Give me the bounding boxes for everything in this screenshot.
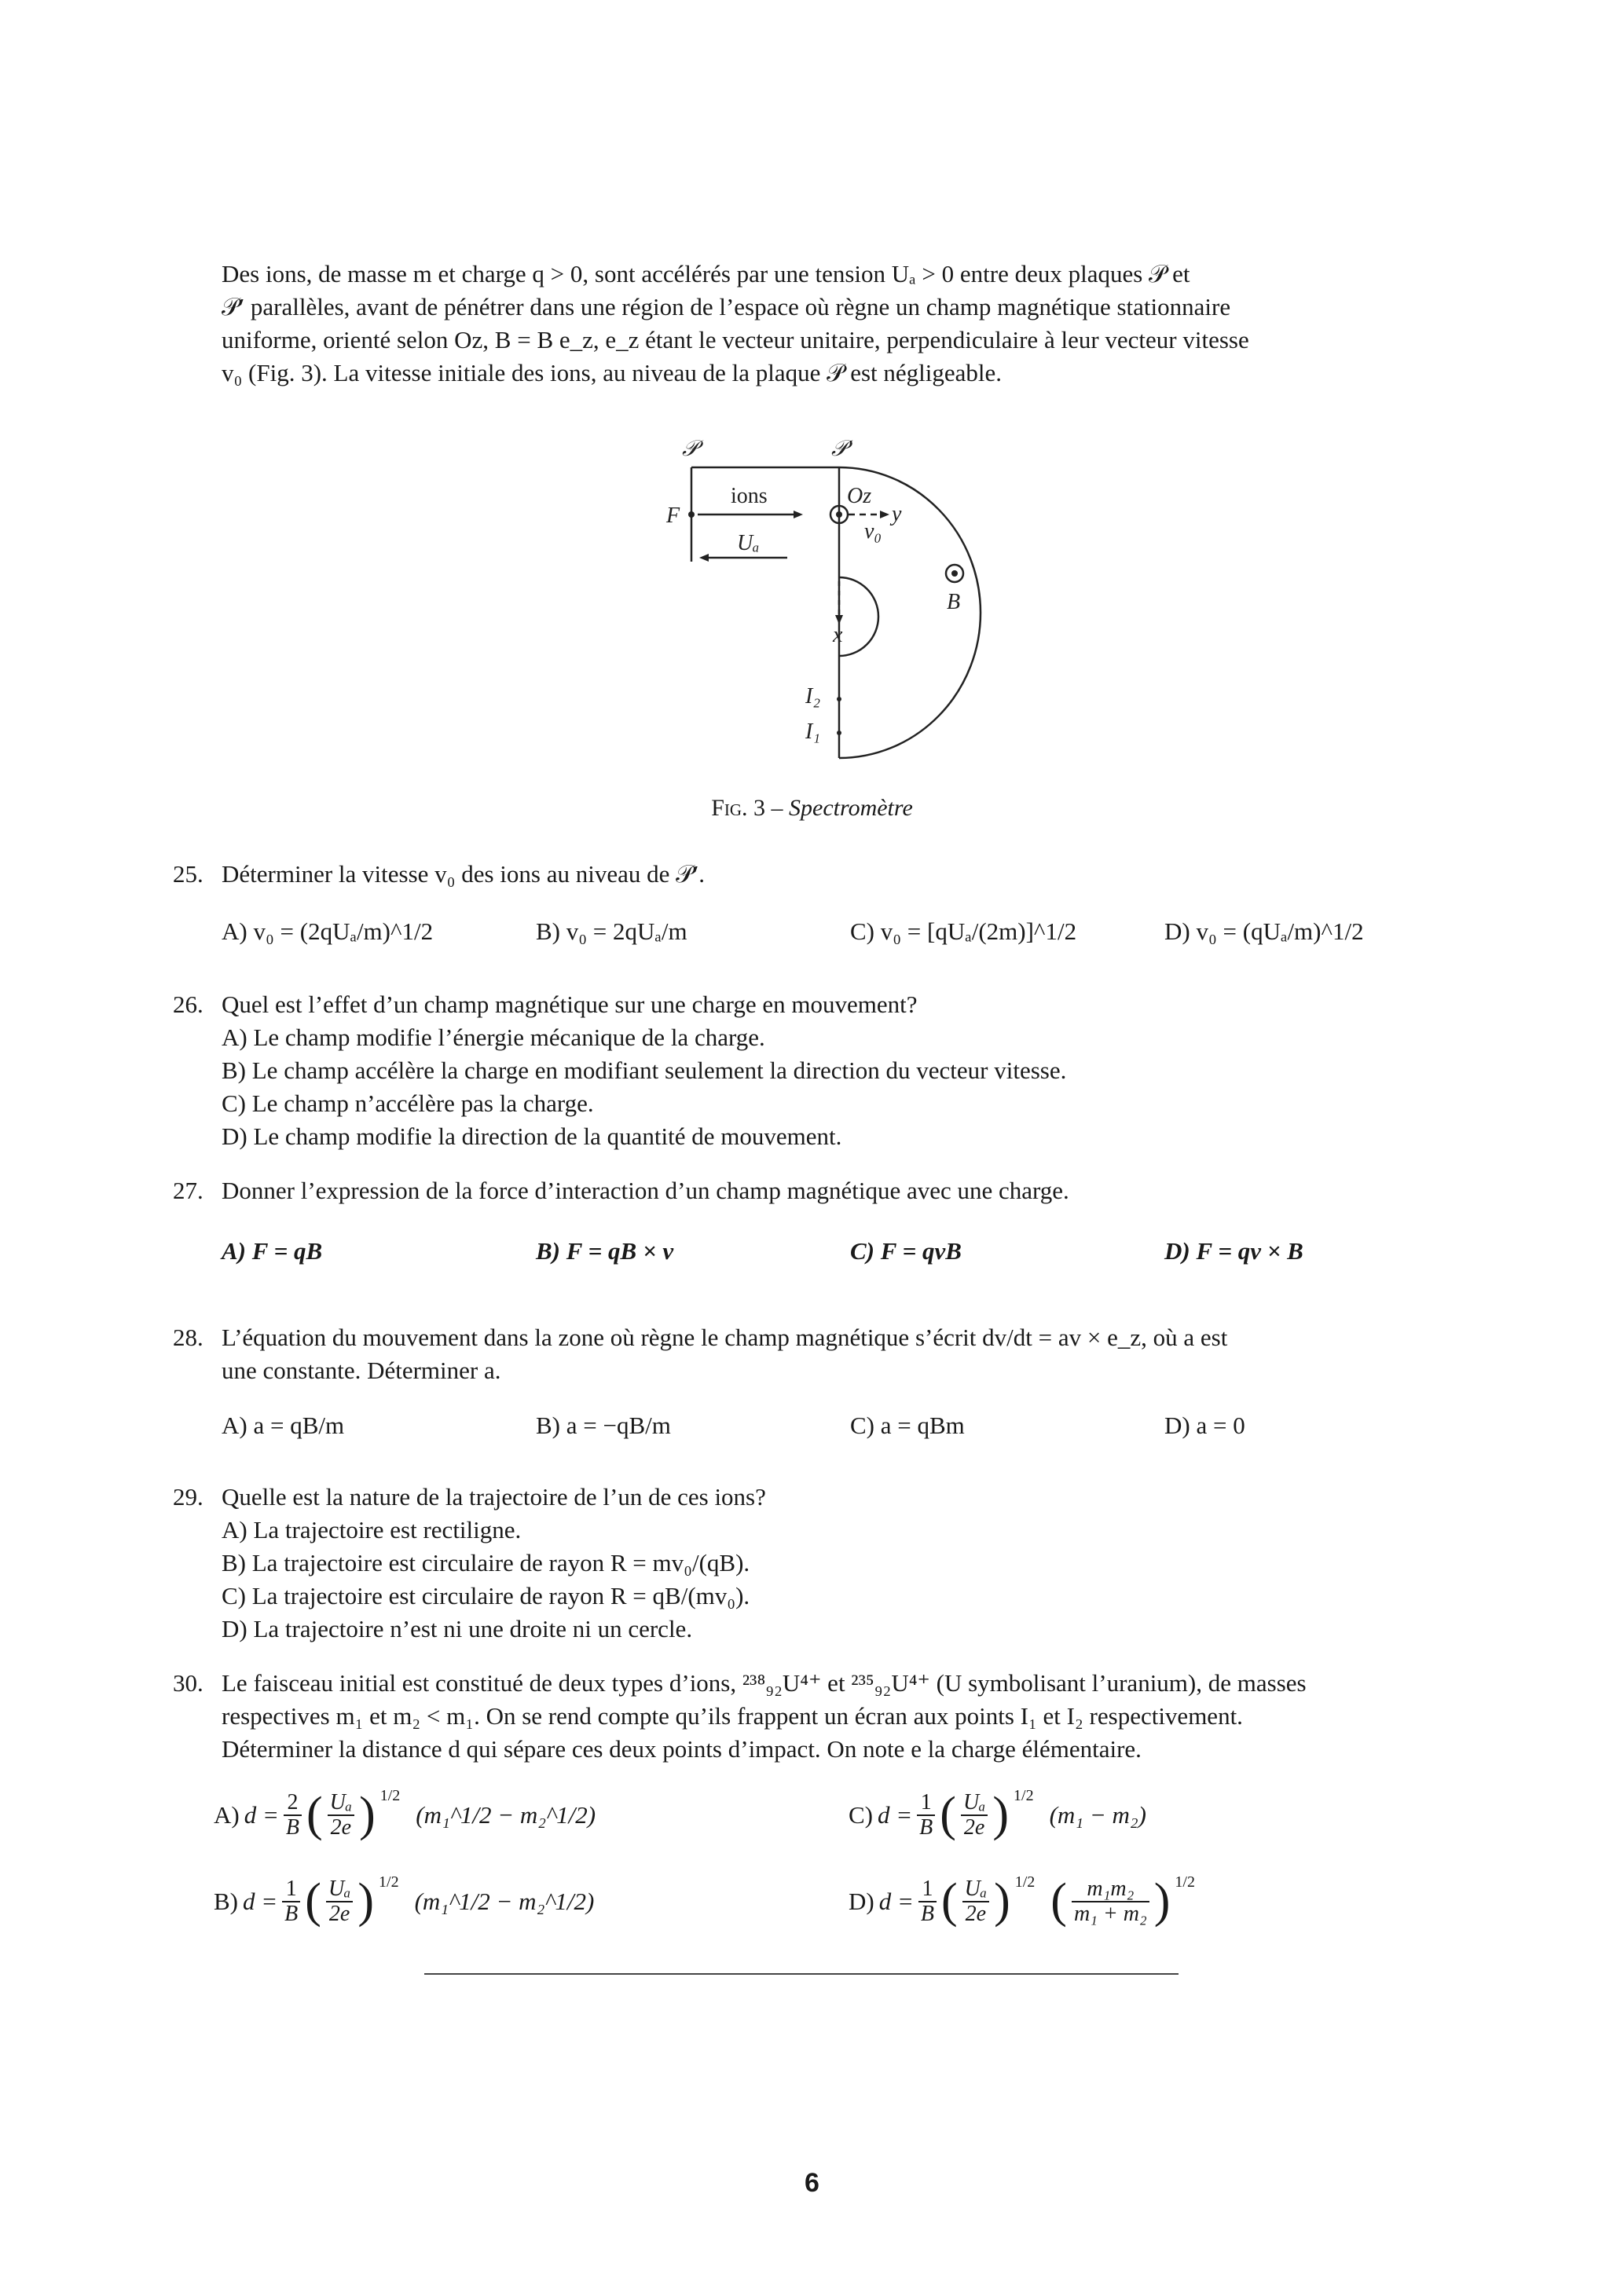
caption-sep: – xyxy=(765,795,790,821)
option-b: B) a = −qB/m xyxy=(536,1412,671,1439)
option-letter: C) xyxy=(849,1800,873,1829)
question-number: 29. xyxy=(173,1483,203,1511)
numerator: Uₐ xyxy=(326,1877,353,1902)
question-number: 26. xyxy=(173,991,203,1018)
question-line: respectives m₁ et m₂ < m₁. On se rend compte qu’ils frappent un écran aux points I₁ et I₂ respectivement. xyxy=(222,1702,1243,1730)
option-b: B) La trajectoire est circulaire de rayon R = mv₀/(qB). xyxy=(222,1549,750,1576)
fraction xyxy=(961,1791,988,1840)
intro-line: v₀ (Fig. 3). La vitesse initiale des ions, au niveau de la plaque 𝒫 est négligeable. xyxy=(222,359,1003,386)
option-eq: d = xyxy=(878,1800,913,1829)
label-i1: I₁ xyxy=(805,720,821,744)
option-a: A) La trajectoire est rectiligne. xyxy=(222,1516,522,1543)
intro-line: uniforme, orienté selon Oz, B = B e_z, e_z étant le vecteur unitaire, perpendiculaire à leur vecteur vitesse xyxy=(222,326,1249,353)
label-x: x xyxy=(833,623,843,647)
question-number: 27. xyxy=(173,1177,203,1204)
option-c: C) a = qBm xyxy=(850,1412,965,1439)
question-text: Donner l’expression de la force d’interaction d’un champ magnétique avec une charge. xyxy=(222,1177,1069,1204)
q30-option-a: A) d = $\frac{2}{B}$ ( $\frac{\text{Uₐ}}{2e}$ ) $^{1/2}$ (m₁^1/2 − m₂^1/2) xyxy=(214,1787,596,1841)
exponent: 1/2 xyxy=(379,1787,401,1804)
option-a: A) a = qB/m xyxy=(222,1412,345,1439)
intro-paragraph xyxy=(222,258,1459,390)
denominator: 2e xyxy=(965,1901,987,1926)
option-b: B) v₀ = 2qUₐ/m xyxy=(536,917,687,945)
option-d: D) v₀ = (qUₐ/m)^1/2 xyxy=(1164,917,1364,945)
option-c: C) Le champ n’accélère pas la charge. xyxy=(222,1089,594,1117)
option-letter: A) xyxy=(214,1800,240,1829)
question-line: Le faisceau initial est constitué de deux types d’ions, ²³⁸₉₂U⁴⁺ et ²³⁵₉₂U⁴⁺ (U symbolisant l’uranium), de masses xyxy=(222,1669,1307,1697)
denominator: B xyxy=(919,1814,933,1840)
question-text xyxy=(222,1667,1463,1766)
question-text xyxy=(222,1481,1463,1646)
question-number: 25. xyxy=(173,860,203,888)
option-c: C) v₀ = [qUₐ/(2m)]^1/2 xyxy=(850,917,1077,945)
numerator: 1 xyxy=(918,1877,937,1902)
fraction xyxy=(917,1791,935,1840)
numerator: 2 xyxy=(284,1791,302,1816)
question-line: L’équation du mouvement dans la zone où règne le champ magnétique s’écrit dv/dt = av × e_z, où a est xyxy=(222,1324,1228,1351)
intro-line: 𝒫′ parallèles, avant de pénétrer dans une région de l’espace où règne un champ magnétique stationnaire xyxy=(222,293,1231,320)
term: (m₁^1/2 − m₂^1/2) xyxy=(414,1887,595,1915)
page-number: 6 xyxy=(805,2168,819,2198)
numerator: 1 xyxy=(917,1791,935,1816)
label-v0: v₀ xyxy=(864,519,882,544)
fraction xyxy=(962,1877,989,1926)
numerator: Uₐ xyxy=(328,1791,354,1816)
numerator: Uₐ xyxy=(962,1877,989,1902)
fraction xyxy=(918,1877,937,1926)
fraction xyxy=(328,1791,354,1840)
option-d: D) F = qv × B xyxy=(1164,1237,1303,1265)
option-d: D) a = 0 xyxy=(1164,1412,1245,1439)
label-ions: ions xyxy=(731,484,768,508)
q30-option-b: B) d = $\frac{1}{B}$ ( $\frac{\text{Uₐ}}{2e}$ ) $^{1/2}$ (m₁^1/2 − m₂^1/2) xyxy=(214,1873,595,1928)
q25-options xyxy=(222,917,1463,957)
q28-options xyxy=(222,1412,1463,1451)
q30-option-c: C) d = $\frac{1}{B}$ ( $\frac{\text{Uₐ}}{2e}$ ) $^{1/2}$ (m₁ − m₂) xyxy=(849,1787,1146,1841)
question-number: 28. xyxy=(173,1324,203,1351)
separator-rule xyxy=(424,1973,1179,1975)
option-letter: B) xyxy=(214,1887,238,1915)
denominator: B xyxy=(920,1901,934,1926)
q27-options xyxy=(222,1237,1463,1276)
denominator: B xyxy=(285,1814,299,1840)
caption-title: Spectromètre xyxy=(789,795,913,821)
numerator: Uₐ xyxy=(961,1791,988,1816)
small-semicircle-trajectory xyxy=(839,577,878,656)
q30-option-d: D) d = $\frac{1}{B}$ ( $\frac{\text{Uₐ}}{2e}$ ) $^{1/2}$ ( $\frac{\text{m₁m₂}}{\text{m₁ + m₂}}$ ) $^{1/2}$ xyxy=(849,1873,1195,1928)
question-text xyxy=(222,1321,1463,1387)
figure-caption xyxy=(0,795,1624,822)
exponent: 1/2 xyxy=(1175,1873,1195,1891)
label-f: F xyxy=(666,504,680,528)
denominator: B xyxy=(284,1901,299,1926)
term: (m₁ − m₂) xyxy=(1049,1800,1146,1829)
label-y: y xyxy=(892,502,902,526)
label-p: 𝒫 xyxy=(682,437,698,461)
label-i2: I₂ xyxy=(805,684,821,709)
option-eq: d = xyxy=(244,1800,279,1829)
option-b: B) Le champ accélère la charge en modifiant seulement la direction du vecteur vitesse. xyxy=(222,1056,1067,1084)
option-letter: D) xyxy=(849,1887,874,1915)
option-b: B) F = qB × v xyxy=(536,1237,674,1265)
denominator: m₁ + m₂ xyxy=(1073,1901,1147,1926)
fraction xyxy=(282,1877,300,1926)
term: (m₁^1/2 − m₂^1/2) xyxy=(416,1800,596,1829)
question-line: Quel est l’effet d’un champ magnétique sur une charge en mouvement? xyxy=(222,991,918,1018)
denominator: 2e xyxy=(330,1814,352,1840)
question-line: Quelle est la nature de la trajectoire de l’un de ces ions? xyxy=(222,1483,766,1511)
question-line: Déterminer la distance d qui sépare ces deux points d’impact. On note e la charge élémentaire. xyxy=(222,1735,1142,1763)
caption-prefix: Fig. 3 xyxy=(711,795,766,821)
numerator: 1 xyxy=(282,1877,300,1902)
exponent: 1/2 xyxy=(1014,1787,1034,1804)
question-line: une constante. Déterminer a. xyxy=(222,1357,501,1384)
option-d: D) Le champ modifie la direction de la quantité de mouvement. xyxy=(222,1122,842,1150)
intro-line: Des ions, de masse m et charge q > 0, sont accélérés par une tension Uₐ > 0 entre deux plaques 𝒫 et xyxy=(222,260,1190,287)
label-b: B xyxy=(947,590,961,614)
exponent: 1/2 xyxy=(1014,1873,1036,1891)
option-eq: d = xyxy=(878,1887,914,1915)
label-p-prime: 𝒫′ xyxy=(831,437,852,461)
option-a: A) Le champ modifie l’énergie mécanique de la charge. xyxy=(222,1023,765,1051)
exponent: 1/2 xyxy=(379,1873,399,1891)
option-c: C) F = qvB xyxy=(850,1237,962,1265)
question-text: Déterminer la vitesse v₀ des ions au niveau de 𝒫′. xyxy=(222,860,705,888)
fraction xyxy=(326,1877,353,1926)
option-c: C) La trajectoire est circulaire de rayon R = qB/(mv₀). xyxy=(222,1582,750,1609)
option-a: A) F = qB xyxy=(222,1237,323,1265)
question-number: 30. xyxy=(173,1669,203,1697)
label-oz: Oz xyxy=(847,484,872,508)
fraction xyxy=(284,1791,302,1840)
numerator: m₁m₂ xyxy=(1072,1877,1149,1902)
question-text xyxy=(222,988,1463,1153)
denominator: 2e xyxy=(963,1814,985,1840)
option-a: A) v₀ = (2qUₐ/m)^1/2 xyxy=(222,917,434,945)
option-d: D) La trajectoire n’est ni une droite ni un cercle. xyxy=(222,1615,693,1642)
option-eq: d = xyxy=(243,1887,278,1915)
fraction xyxy=(1072,1877,1149,1926)
spectrometer-figure xyxy=(652,436,1006,774)
denominator: 2e xyxy=(328,1901,350,1926)
label-ua: Uₐ xyxy=(737,531,760,555)
